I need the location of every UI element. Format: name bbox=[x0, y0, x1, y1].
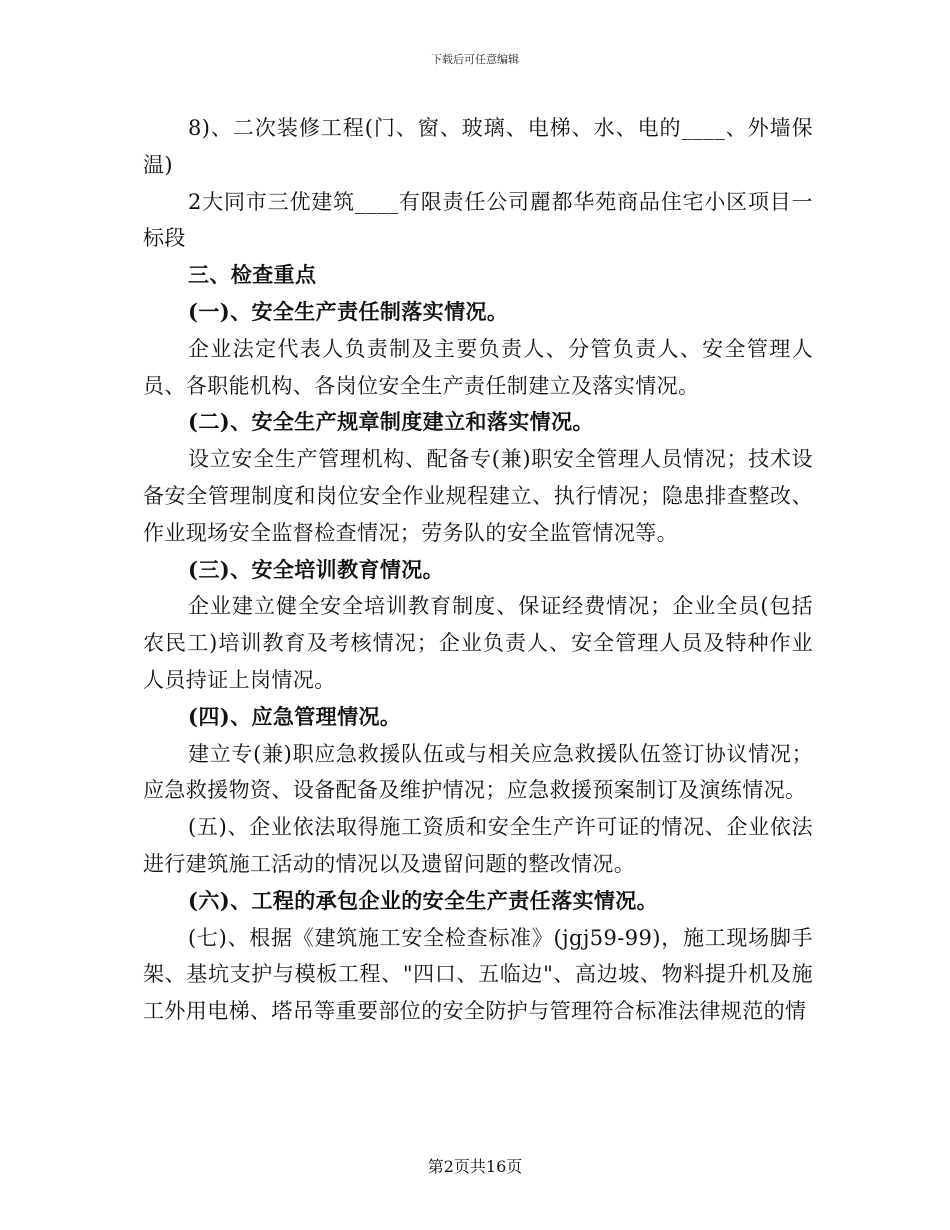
paragraph-3: 企业法定代表人负责制及主要负责人、分管负责人、安全管理人员、各职能机构、各岗位安全生产责任制建立及落实情况。 bbox=[143, 336, 813, 398]
subheading-1: (一)、安全生产责任制落实情况。 bbox=[188, 298, 509, 324]
page-number: 第2页共16页 bbox=[427, 1157, 523, 1176]
paragraph-1: 8)、二次装修工程(门、窗、玻璃、电梯、水、电的____、外墙保温) bbox=[143, 116, 813, 177]
document-body bbox=[143, 110, 813, 1030]
subheading-6: (六)、工程的承包企业的安全生产责任落实情况。 bbox=[188, 887, 659, 913]
paragraph-6: 建立专(兼)职应急救援队伍或与相关应急救援队伍签订协议情况；应急救援物资、设备配备及维护情况；应急救援预案制订及演练情况。 bbox=[143, 741, 813, 803]
page-header: 下载后可任意编辑 bbox=[431, 53, 519, 66]
paragraph-8: (七)、根据《建筑施工安全检查标准》(jgj59-99)，施工现场脚手架、基坑支护与模板工程、"四口、五临边"、高边坡、物料提升机及施工外用电梯、塔吊等重要部位的安全防护与管理符合标准法律规范的情 bbox=[143, 925, 813, 1024]
paragraph-7: (五)、企业依法取得施工资质和安全生产许可证的情况、企业依法进行建筑施工活动的情况以及遗留问题的整改情况。 bbox=[143, 815, 813, 876]
subheading-3: (三)、安全培训教育情况。 bbox=[188, 556, 445, 582]
paragraph-2: 2大同市三优建筑____有限责任公司麗都华苑商品住宅小区项目一标段 bbox=[143, 189, 813, 251]
subheading-2: (二)、安全生产规章制度建立和落实情况。 bbox=[188, 409, 594, 435]
paragraph-5: 企业建立健全安全培训教育制度、保证经费情况；企业全员(包括农民工)培训教育及考核情况；企业负责人、安全管理人员及特种作业人员持证上岗情况。 bbox=[143, 594, 813, 692]
subheading-4: (四)、应急管理情况。 bbox=[188, 703, 402, 729]
paragraph-4: 设立安全生产管理机构、配备专(兼)职安全管理人员情况；技术设备安全管理制度和岗位安全作业规程建立、执行情况；隐患排查整改、作业现场安全监督检查情况；劳务队的安全监管情况等。 bbox=[143, 447, 813, 545]
section-heading: 三、检查重点 bbox=[188, 262, 317, 288]
